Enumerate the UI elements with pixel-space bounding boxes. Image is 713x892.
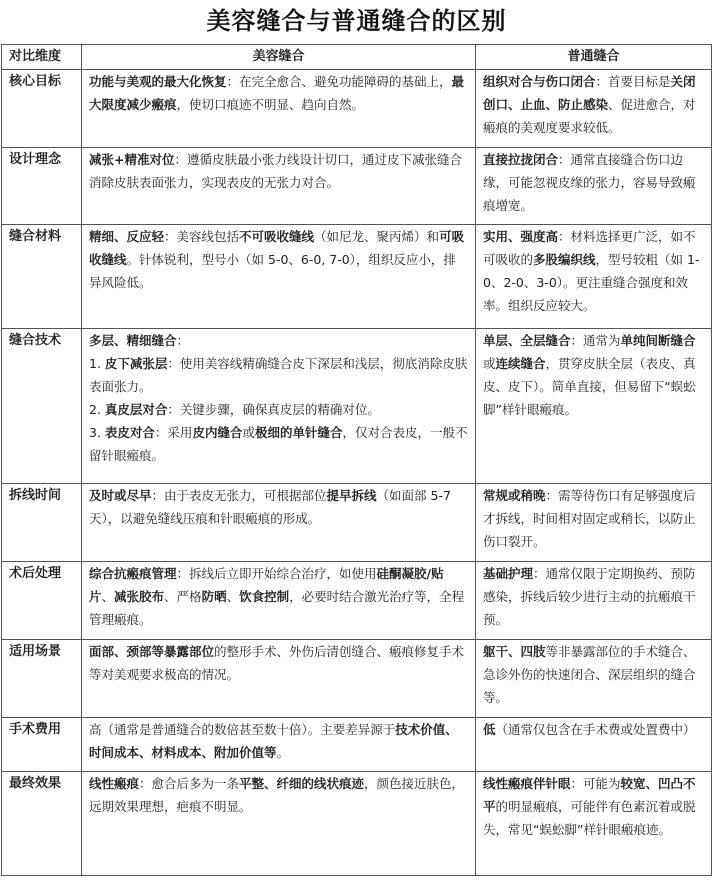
table-row [2, 148, 712, 225]
comparison-table [1, 44, 712, 876]
emphasis-text: 基础护理 [483, 566, 534, 581]
emphasis-text: 真皮层对合 [104, 402, 168, 417]
emphasis-text: 直接拉拢闭合 [483, 152, 559, 167]
emphasis-text: 可吸收缝线 [89, 229, 465, 267]
body-text: ：通常为 [570, 333, 621, 348]
emphasis-text: 最大限度减少瘢痕 [89, 74, 465, 112]
emphasis-text: 连续缝合 [495, 356, 546, 371]
dimension-label: 术后处理 [2, 562, 82, 640]
ordinary-cell [476, 70, 712, 148]
dimension-label: 设计理念 [2, 148, 82, 225]
technique-intro [89, 329, 468, 352]
emphasis-text: 硅酮凝胶/贴片 [89, 566, 444, 604]
cosmetic-cell [82, 329, 476, 484]
page-title: 美容缝合与普通缝合的区别 [206, 6, 507, 35]
table-row [2, 562, 712, 640]
body-text: 。针体锐利，型号小（如 5-0、6-0, 7-0），组织反应小，排异风险低。 [89, 252, 456, 290]
table-row [2, 329, 712, 484]
body-text: 。 [276, 745, 290, 760]
cosmetic-cell [82, 225, 476, 329]
emphasis-text: 关闭创口、止血、防止感染 [483, 74, 696, 112]
body-text: 1. [89, 356, 105, 371]
body-text: ：在完全愈合、避免功能障碍的基础上， [226, 74, 452, 89]
table-row [2, 772, 712, 876]
body-text: ：由于表皮无张力，可根据部位 [151, 488, 327, 503]
table-row [2, 225, 712, 329]
emphasis-text: 极细的单针缝合 [254, 425, 343, 440]
cosmetic-cell [82, 70, 476, 148]
header-ordinary-suture: 普通缝合 [476, 45, 712, 70]
emphasis-text: 组织对合与伤口闭合 [483, 74, 596, 89]
body-text: 或 [242, 425, 255, 440]
emphasis-text: 常规或稍晚 [483, 488, 546, 503]
emphasis-text: 防晒 [201, 589, 227, 604]
emphasis-text: 实用、强度高 [483, 229, 559, 244]
emphasis-text: 平整、纤细的线状痕迹 [239, 776, 365, 791]
body-text: ：遵循皮肤最小张力线设计切口，通过皮下减张缝合消除皮肤表面张力，实现表皮的无张力对合。 [89, 152, 462, 190]
body-text: （如面部 5-7 天），以避免缝线压痕和针眼瘢痕的形成。 [89, 488, 451, 526]
body-text: ：关键步骤，确保真皮层的精确对位。 [167, 402, 380, 417]
cosmetic-cell [82, 772, 476, 876]
ordinary-cell [476, 148, 712, 225]
dimension-label: 核心目标 [2, 70, 82, 148]
body-text: ： [176, 333, 190, 348]
emphasis-text: 表皮对合 [104, 425, 155, 440]
table-row [2, 70, 712, 148]
body-text: ：可能为 [570, 776, 621, 791]
emphasis-text: 减张+精准对位 [89, 152, 175, 167]
body-text: ，贯穿皮肤全层（表皮、真皮、皮下）。简单直接，但易留下“蜈蚣脚”样针眼瘢痕。 [483, 356, 696, 417]
ordinary-cell [476, 329, 712, 484]
body-text: ：需等待伤口有足够强度后才拆线，时间相对固定或稍长，以防止伤口裂开。 [483, 488, 696, 549]
body-text: ，必要时结合激光治疗等，全程管理瘢痕。 [89, 589, 465, 627]
body-text: ：拆线后立即开始综合治疗，如使用 [176, 566, 377, 581]
emphasis-text: 单层、全层缝合 [483, 333, 571, 348]
body-text: ，型号较粗（如 1-0、2-0、3-0）。更注重缝合强度和效率。组织反应较大。 [483, 252, 700, 313]
emphasis-text: 及时或尽早 [89, 488, 152, 503]
body-text: 、促进愈合，对瘢痕的美观度要求较低。 [483, 97, 696, 135]
dimension-label: 手术费用 [2, 718, 82, 772]
cosmetic-cell [82, 640, 476, 718]
dimension-label: 适用场景 [2, 640, 82, 718]
ordinary-cell [476, 562, 712, 640]
body-text: 2. [89, 402, 105, 417]
body-text: 的整形手术、外伤后清创缝合、瘢痕修复手术等对美观要求极高的情况。 [89, 644, 465, 682]
body-text: （如尼龙、聚丙烯）和 [314, 229, 440, 244]
body-text: ：采用 [154, 425, 193, 440]
dimension-label: 缝合材料 [2, 225, 82, 329]
emphasis-text: 饮食控制 [239, 589, 290, 604]
technique-step [89, 421, 468, 467]
cosmetic-cell [82, 484, 476, 562]
header-dimension: 对比维度 [2, 45, 82, 70]
emphasis-text: 躯干、四肢 [483, 644, 546, 659]
body-text: 等非暴露部位的手术缝合、急诊外伤的快速闭合、深层组织的缝合等。 [483, 644, 696, 705]
dimension-label: 最终效果 [2, 772, 82, 876]
emphasis-text: 减张胶布 [114, 589, 165, 604]
body-text: 的明显瘢痕，可能伴有色素沉着或脱失，常见“蜈蚣脚”样针眼瘢痕迹。 [483, 799, 696, 837]
table-row [2, 718, 712, 772]
body-text: 或 [483, 356, 496, 371]
emphasis-text: 功能与美观的最大化恢复 [89, 74, 227, 89]
ordinary-cell [476, 640, 712, 718]
body-text: ：通常仅限于定期换药、预防感染，拆线后较少进行主动的抗瘢痕干预。 [483, 566, 696, 627]
emphasis-text: 不可吸收缝线 [239, 229, 315, 244]
body-text: ：首要目标是 [595, 74, 671, 89]
dimension-label: 缝合技术 [2, 329, 82, 484]
header-cosmetic-suture: 美容缝合 [82, 45, 476, 70]
body-text: ，使切口痕迹不明显、趋向自然。 [176, 97, 365, 112]
body-text: ：使用美容线精确缝合皮下深层和浅层，彻底消除皮肤表面张力。 [89, 356, 468, 394]
emphasis-text: 线性瘢痕 [89, 776, 140, 791]
body-text: （通常仅包含在手术费或处置费中） [495, 722, 696, 737]
technique-step [89, 398, 468, 421]
ordinary-cell [476, 718, 712, 772]
body-text: 、 [226, 589, 240, 604]
emphasis-text: 技术价值、时间成本、材料成本、附加价值等 [89, 722, 458, 760]
emphasis-text: 面部、颈部等暴露部位 [89, 644, 215, 659]
ordinary-cell [476, 225, 712, 329]
body-text: ，仅对合表皮，一般不留针眼瘢痕。 [89, 425, 468, 463]
body-text: 3. [89, 425, 105, 440]
emphasis-text: 多股编织线 [533, 252, 596, 267]
emphasis-text: 皮下减张层 [104, 356, 168, 371]
emphasis-text: 皮内缝合 [192, 425, 243, 440]
ordinary-cell [476, 772, 712, 876]
technique-step [89, 352, 468, 398]
body-text: 、严格 [164, 589, 202, 604]
emphasis-text: 线性瘢痕伴针眼 [483, 776, 571, 791]
body-text: ：材料选择更广泛，如不可吸收的 [483, 229, 696, 267]
body-text: 、 [101, 589, 115, 604]
body-text: 高（通常是普通缝合的数倍甚至数十倍）。主要差异源于 [89, 722, 396, 737]
body-text: ：通常直接缝合伤口边缘，可能忽视皮缘的张力，容易导致瘢痕增宽。 [483, 152, 696, 213]
emphasis-text: 提早拆线 [326, 488, 377, 503]
dimension-label: 拆线时间 [2, 484, 82, 562]
emphasis-text: 较宽、凹凸不平 [483, 776, 696, 814]
body-text: ，颜色接近肤色，远期效果理想，疤痕不明显。 [89, 776, 465, 814]
table-row [2, 484, 712, 562]
cosmetic-cell [82, 718, 476, 772]
body-text: ：愈合后多为一条 [139, 776, 240, 791]
body-text: ：美容线包括 [164, 229, 240, 244]
emphasis-text: 多层、精细缝合 [89, 333, 177, 348]
table-row [2, 640, 712, 718]
table-header-row [2, 45, 712, 70]
emphasis-text: 精细、反应轻 [89, 229, 165, 244]
cosmetic-cell [82, 148, 476, 225]
emphasis-text: 综合抗瘢痕管理 [89, 566, 177, 581]
cosmetic-cell [82, 562, 476, 640]
emphasis-text: 单纯间断缝合 [620, 333, 696, 348]
ordinary-cell [476, 484, 712, 562]
emphasis-text: 低 [483, 722, 496, 737]
